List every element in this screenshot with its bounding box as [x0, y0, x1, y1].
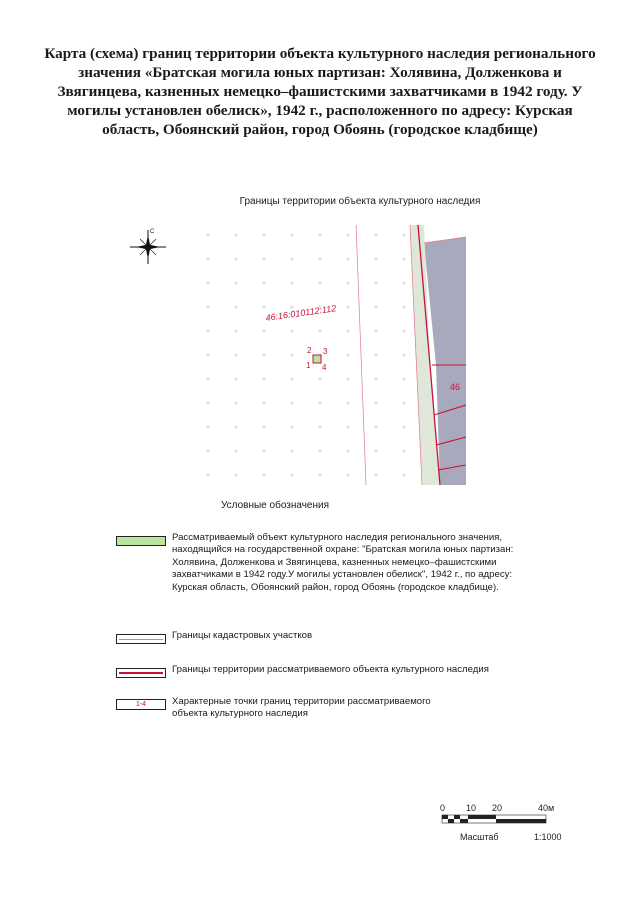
edge-parcel-label: 46 — [450, 382, 461, 392]
scale-tick-0: 0 — [440, 803, 446, 813]
parcel-number-label: 46:16:010112:112 — [264, 303, 337, 323]
legend-text-object: Рассматриваемый объект культурного наследия регионального значения, находящийся на государственной охране: "Братская могила юных партизан: Холявина, Долженкова и Звягинцева, казненных немецко–фашистскими захватчиками в 1942 году.У могилы установлен обелиск", 1942 г., по адресу: Курская область, Обоянский район, город Обоянь (городское кладбище). — [172, 532, 514, 593]
scale-tick-40: 40м — [538, 803, 555, 813]
legend-swatch-points: 1-4 — [116, 699, 166, 710]
map-grid-crosses — [206, 233, 406, 477]
legend-text-points: Характерные точки границ территории рассматриваемого объекта культурного наследия — [172, 696, 431, 720]
legend-text-territory: Границы территории рассматриваемого объекта культурного наследия — [172, 664, 489, 675]
scale-bar — [440, 802, 600, 852]
scale-segments — [442, 815, 546, 823]
map-caption: Границы территории объекта культурного наследия — [239, 196, 481, 207]
scale-tick-20: 20 — [492, 803, 503, 813]
point-label-4: 4 — [322, 363, 327, 372]
point-label-3: 3 — [323, 347, 328, 356]
legend-swatch-object — [116, 536, 166, 546]
north-arrow-icon — [128, 226, 168, 266]
legend-text-cadastral: Границы кадастровых участков — [172, 630, 313, 641]
scale-label: Масштаб — [460, 832, 499, 842]
scale-tick-10: 10 — [466, 803, 477, 813]
point-label-2: 2 — [307, 346, 312, 355]
object-boundary — [313, 355, 321, 363]
compass-letter: С — [150, 229, 155, 235]
cadastral-line — [356, 225, 366, 485]
point-label-1: 1 — [306, 361, 311, 370]
legend-swatch-territory — [116, 668, 166, 678]
map-frame — [196, 225, 466, 485]
document-title: Карта (схема) границ территории объекта культурного наследия регионального значения «Братская могила юных партизан: Холявина, Долженкова и Звягинцева, казненных немецко–фашистскими захватчиками в 1942 году. У могилы установлен обелиск», 1942 г., расположенного по адресу: Курская область, Обоянский район, город Обоянь (городское кладбище) — [44, 45, 596, 138]
legend-title: Условные обозначения — [220, 500, 330, 511]
scale-ratio: 1:1000 — [534, 832, 562, 842]
legend-swatch-cadastral — [116, 634, 166, 644]
